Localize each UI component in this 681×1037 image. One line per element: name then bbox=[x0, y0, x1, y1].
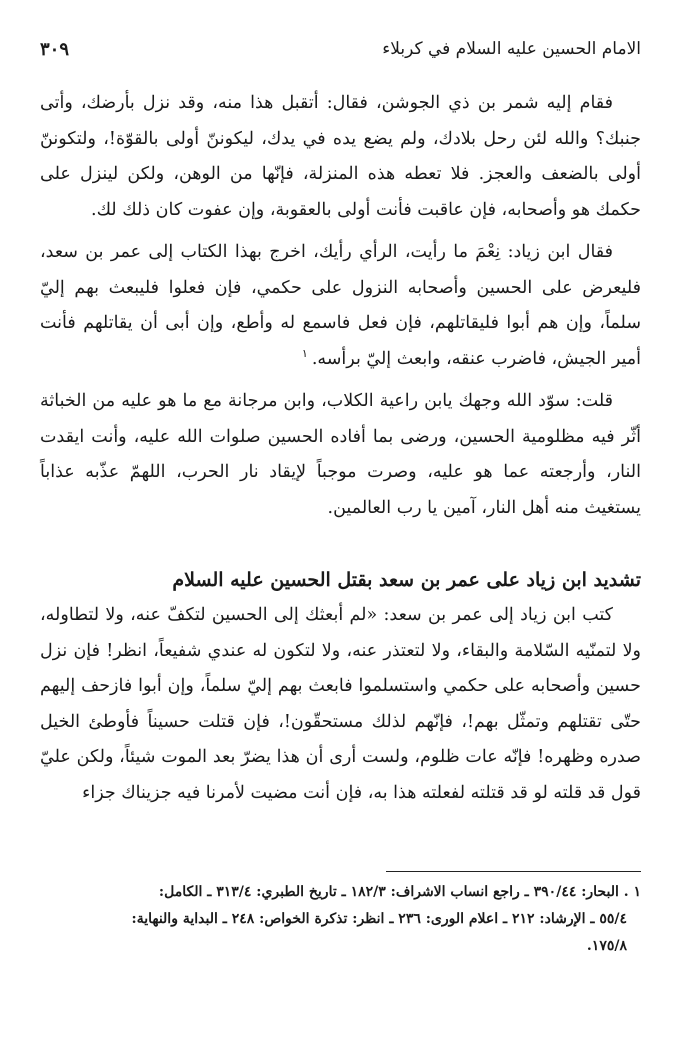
footnote bbox=[40, 879, 641, 960]
page-number: ٣٠٩ bbox=[40, 38, 70, 60]
page-header bbox=[40, 34, 641, 64]
running-title: الامام الحسين عليه السلام في كربلاء bbox=[382, 39, 641, 59]
paragraph-2-text: فقال ابن زياد: نِعْمَ ما رأيت، الرأي رأيك، اخرج بهذا الكتاب إلى عمر بن سعد، فليعرض على الحسين وأصحابه النزول على حكمي، فإن فعلوا فليبعث بهم إليّ سلماً، وإن هم أبوا فليقاتلهم، فإن فعل فاسمع له وأطع، وإن أبى أن يقاتلهم فأنت أمير الجيش، فاضرب عنقه، وابعث إليّ برأسه. bbox=[40, 242, 641, 369]
footnote-line-3: ١٧٥/٨. bbox=[586, 938, 627, 954]
paragraph-2 bbox=[40, 235, 641, 377]
footnote-divider bbox=[386, 871, 641, 872]
section-heading: تشديد ابن زياد على عمر بن سعد بقتل الحسين عليه السلام bbox=[172, 569, 641, 591]
paragraph-1: فقام إليه شمر بن ذي الجوشن، فقال: أتقبل هذا منه، وقد نزل بأرضك، وأتى جنبك؟ والله لئن رحل بلادك، ولم يضع يده في يدك، ليكوننّ أولى بالقوّة!، ولتكوننّ أولى بالضعف والعجز. فلا تعطه هذه المنزلة، فإنّها من الوهن، ولكن لينزل على حكمك هو وأصحابه، فإن عاقبت فأنت أولى بالعقوبة، وإن عفوت كان ذلك لك. bbox=[40, 93, 641, 220]
footnote-line-2: ٥٥/٤ ـ الإرشاد: ٢١٢ ـ اعلام الورى: ٢٣٦ ـ انظر: تذكرة الخواص: ٢٤٨ ـ البداية والنهاية: bbox=[131, 911, 627, 927]
footnote-line-1: ١ . البحار: ٣٩٠/٤٤ ـ راجع انساب الاشراف: ١٨٢/٣ ـ تاريخ الطبري: ٣١٣/٤ ـ الكامل: bbox=[158, 884, 641, 900]
footnote-marker: ١ bbox=[301, 346, 308, 360]
paragraph-4: كتب ابن زياد إلى عمر بن سعد: «لم أبعثك إلى الحسين لتكفّ عنه، ولا لتطاوله، ولا لتمنّيه السّلامة والبقاء، ولا لتعتذر عنه، ولا لتكون له عندي شفيعاً، انظر! فإن نزل حسين وأصحابه على حكمي واستسلموا فابعث بهم إليّ سلماً، وإن أبوا فازحف إليهم حتّى تقتلهم وتمثّل بهم!، فإنّهم لذلك مستحقّون!، فإن قتلت حسيناً فأوطئ الخيل صدره وظهره! فإنّه عات ظلوم، ولست أرى أن هذا يضرّ بعد الموت شيئاً، ولكن عليّ قول قد قلته لو قد قتلته لفعلته هذا به، فإن أنت مضيت لأمرنا فيه جزيناك جزاء bbox=[40, 605, 641, 803]
main-text bbox=[40, 86, 641, 811]
paragraph-3: قلت: سوّد الله وجهك يابن راعية الكلاب، وابن مرجانة مع ما هو عليه من الخباثة أثّر فيه مظلومية الحسين، ورضى بما أفاده الحسين صلوات الله عليه، وأنت ايقدت النار، وأرجعته عما هو عليه، وصرت موجباً لإيقاد نار الحرب، اللهمّ عذّبه عذاباً يستغيث منه أهل النار، آمين يا رب العالمين. bbox=[40, 391, 641, 518]
